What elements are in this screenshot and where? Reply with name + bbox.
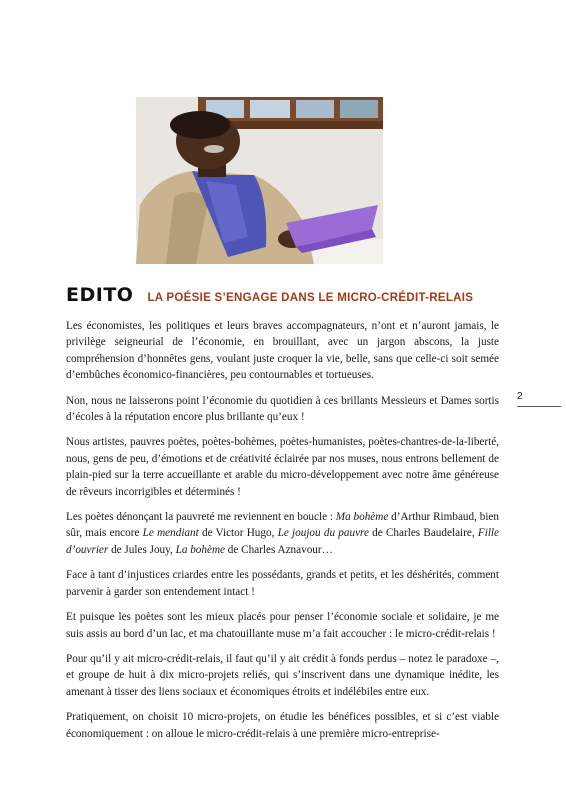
paragraph	[66, 567, 499, 600]
text-run: de Charles Baudelaire,	[368, 527, 478, 540]
text-run: de Charles Aznavour…	[225, 543, 333, 556]
paragraph	[66, 393, 499, 426]
text-run: Les économistes, les politiques et leurs braves accompagnateurs, n’ont et n’auront jamais, le privilège seigneurial de l’économie, en brouillant, avec un jargon abscons, la juste compréhension d’honnêtes gens, voulant juste croquer la vie, belle, sans que celle-ci soit semée d’embûches économico-financières, peu contournables et tortueuses.	[66, 320, 499, 382]
paragraph	[66, 509, 499, 558]
work-title: Le mendiant	[142, 527, 199, 540]
paragraph	[66, 709, 499, 742]
work-title: La bohème	[175, 543, 225, 556]
edito-title: EDITO	[66, 284, 134, 306]
paragraph	[66, 318, 499, 384]
page-number: 2	[517, 391, 523, 402]
text-run: de Jules Jouy,	[108, 543, 176, 556]
text-run: Face à tant d’injustices criardes entre les possédants, grands et petits, et les déshérités, comment parvenir à garder son entendement intact !	[66, 569, 499, 598]
edito-subtitle: LA POÉSIE S’ENGAGE DANS LE MICRO-CRÉDIT-RELAIS	[147, 292, 474, 304]
text-run: Non, nous ne laisserons point l’économie du quotidien à ces brillants Messieurs et Dames sortis d’écoles à la réputation encore plus brillante qu’eux !	[66, 394, 499, 424]
work-title: Ma bohème	[335, 511, 389, 524]
text-run: Et puisque les poètes sont les mieux placés pour penser l’économie sociale et solidaire, je me suis assis au bord d’un lac, et ma chatouillante muse m’a fait accoucher : le micro-crédit-relais !	[66, 611, 499, 640]
text-run: de Victor Hugo,	[198, 527, 278, 540]
paragraph	[66, 609, 499, 642]
text-run: d’Arthur Rimbaud, bien sûr, mais encore	[66, 511, 499, 540]
page-number-rule	[517, 406, 561, 407]
author-photo	[136, 97, 383, 264]
paragraph	[66, 434, 499, 500]
text-run: Nous artistes, pauvres poètes, poètes-bohèmes, poètes-humanistes, poètes-chantres-de-la-liberté, nous, gens de peu, d’émotions et de créativité éclairée par nos muses, nous entrons bellement de plain-pied sur la terre accueillante et arable du micro-développement avec notre âme généreuse de rêveurs incorrigibles et déterminés !	[66, 436, 499, 498]
edito-heading	[66, 284, 506, 306]
text-run: Pour qu’il y ait micro-crédit-relais, il faut qu’il y ait crédit à fonds perdus – notez le paradoxe –, et groupe de huit à dix micro-projets reliés, qui s’inscrivent dans une dynamique inédite, les amenant à tisser des liens sociaux et économiques étroits et indélébiles entre eux.	[66, 652, 499, 698]
work-title: Le joujou du pauvre	[277, 527, 369, 540]
work-title: Fille d’ouvrier	[66, 527, 499, 556]
paragraph	[66, 651, 499, 700]
article-body	[66, 318, 499, 751]
text-run: Les poètes dénonçant la pauvreté me reviennent en boucle :	[66, 511, 336, 524]
text-run: Pratiquement, on choisit 10 micro-projets, on étudie les bénéfices possibles, et si c’est viable économiquement : on alloue le micro-crédit-relais à une première micro-entreprise-	[66, 711, 499, 740]
